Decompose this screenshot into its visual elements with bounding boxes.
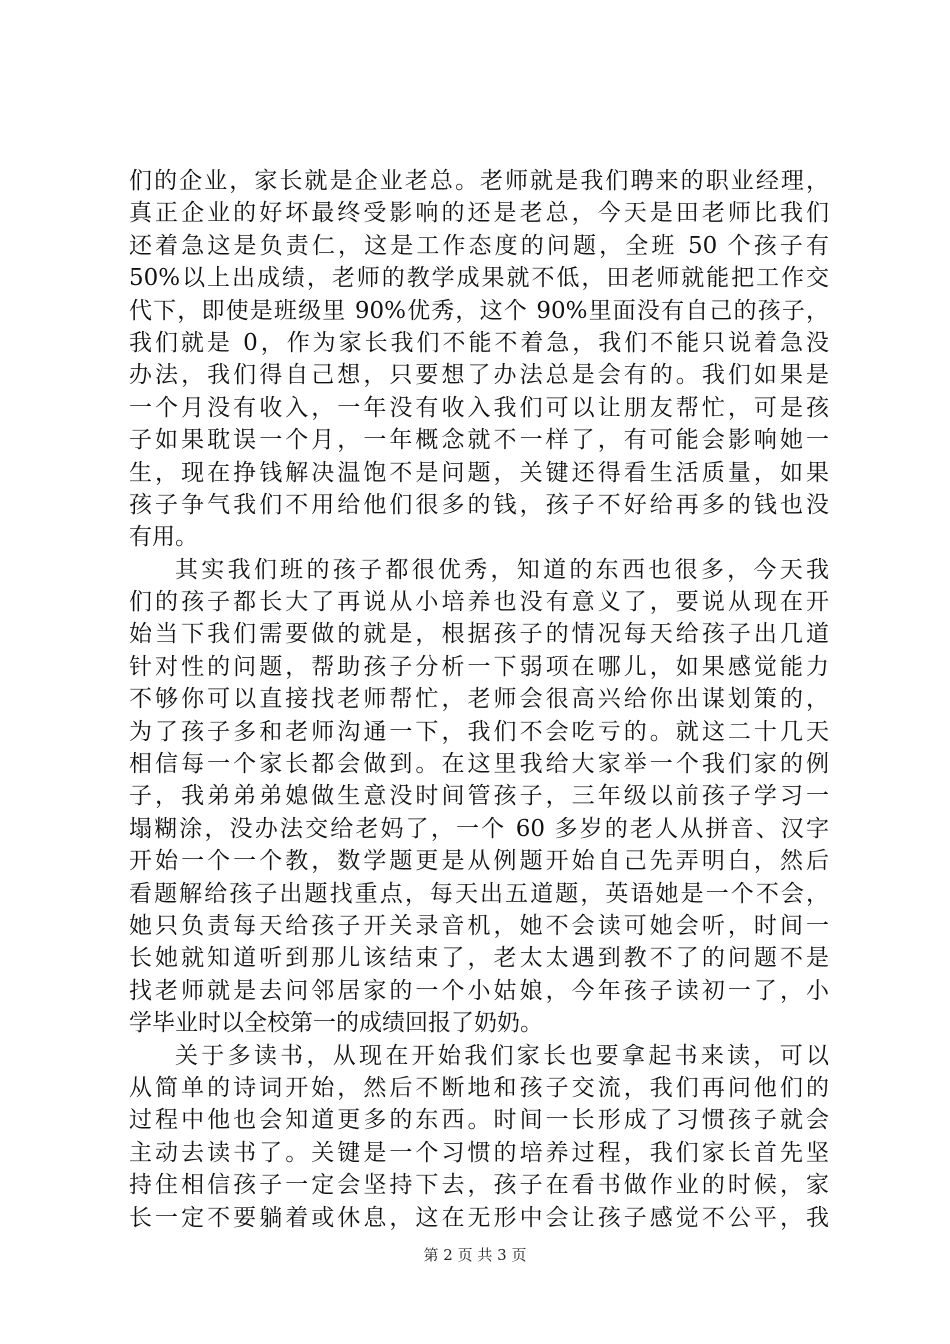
paragraph-2 xyxy=(129,554,829,1040)
text-line: 为了孩子多和老师沟通一下，我们不会吃亏的。就这二十几天 xyxy=(129,718,829,745)
text-line: 们的企业，家长就是企业老总。老师就是我们聘来的职业经理， xyxy=(129,168,829,194)
text-line: 找老师就是去问邻居家的一个小姑娘，今年孩子读初一了，小 xyxy=(129,977,829,1004)
text-line: 孩子争气我们不用给他们很多的钱，孩子不好给再多的钱也没 xyxy=(129,491,829,518)
text-line: 她只负责每天给孩子开关录音机，她不会读可她会听，时间一 xyxy=(129,912,829,939)
text-line: 长她就知道听到那儿该结束了，老太太遇到教不了的问题不是 xyxy=(129,945,829,972)
text-line: 塌糊涂，没办法交给老妈了，一个 60 多岁的老人从拼音、汉字 xyxy=(129,815,829,842)
text-line: 学毕业时以全校第一的成绩回报了奶奶。 xyxy=(129,1010,543,1037)
text-line: 有用。 xyxy=(129,524,198,551)
page-number-footer: 第 2 页 共 3 页 xyxy=(423,1246,527,1264)
text-line: 们的孩子都长大了再说从小培养也没有意义了，要说从现在开 xyxy=(129,589,829,616)
text-line: 还着急这是负责仁，这是工作态度的问题，全班 50 个孩子有 xyxy=(129,232,829,259)
text-line: 持住相信孩子一定会坚持下去，孩子在看书做作业的时候，家 xyxy=(129,1172,829,1199)
document-body xyxy=(129,165,829,1234)
text-line: 真正企业的好坏最终受影响的还是老总，今天是田老师比我们 xyxy=(129,200,829,227)
text-line: 相信每一个家长都会做到。在这里我给大家举一个我们家的例 xyxy=(129,751,829,778)
paragraph-1 xyxy=(129,165,829,554)
text-line: 子如果耽误一个月，一年概念就不一样了，有可能会影响她一 xyxy=(129,427,829,454)
text-line: 子，我弟弟弟媳做生意没时间管孩子，三年级以前孩子学习一 xyxy=(129,783,829,810)
text-line-indented: 其实我们班的孩子都很优秀，知道的东西也很多，今天我 xyxy=(175,556,829,583)
text-line: 不够你可以直接找老师帮忙，老师会很高兴给你出谋划策的， xyxy=(129,686,829,713)
text-line: 从简单的诗词开始，然后不断地和孩子交流，我们再问他们的 xyxy=(129,1074,829,1101)
text-line: 生，现在挣钱解决温饱不是问题，关键还得看生活质量，如果 xyxy=(129,459,829,486)
text-line: 长一定不要躺着或休息，这在无形中会让孩子感觉不公平，我 xyxy=(129,1204,829,1231)
text-line: 我们就是 0，作为家长我们不能不着急，我们不能只说着急没 xyxy=(129,329,829,356)
text-line: 一个月没有收入，一年没有收入我们可以让朋友帮忙，可是孩 xyxy=(129,394,829,421)
paragraph-3 xyxy=(129,1040,829,1234)
text-line: 50%以上出成绩，老师的教学成果就不低，田老师就能把工作交 xyxy=(129,265,829,292)
text-line-indented: 关于多读书，从现在开始我们家长也要拿起书来读，可以 xyxy=(175,1042,829,1069)
text-line: 看题解给孩子出题找重点，每天出五道题，英语她是一个不会， xyxy=(129,880,829,907)
text-line: 过程中他也会知道更多的东西。时间一长形成了习惯孩子就会 xyxy=(129,1107,829,1134)
text-line: 代下，即使是班级里 90%优秀，这个 90%里面没有自己的孩子， xyxy=(129,297,829,324)
text-line: 主动去读书了。关键是一个习惯的培养过程，我们家长首先坚 xyxy=(129,1139,829,1166)
text-line: 办法，我们得自己想，只要想了办法总是会有的。我们如果是 xyxy=(129,362,829,389)
text-line: 始当下我们需要做的就是，根据孩子的情况每天给孩子出几道 xyxy=(129,621,829,648)
text-line: 针对性的问题，帮助孩子分析一下弱项在哪儿，如果感觉能力 xyxy=(129,653,829,680)
text-line: 开始一个一个教，数学题更是从例题开始自己先弄明白，然后 xyxy=(129,848,829,875)
